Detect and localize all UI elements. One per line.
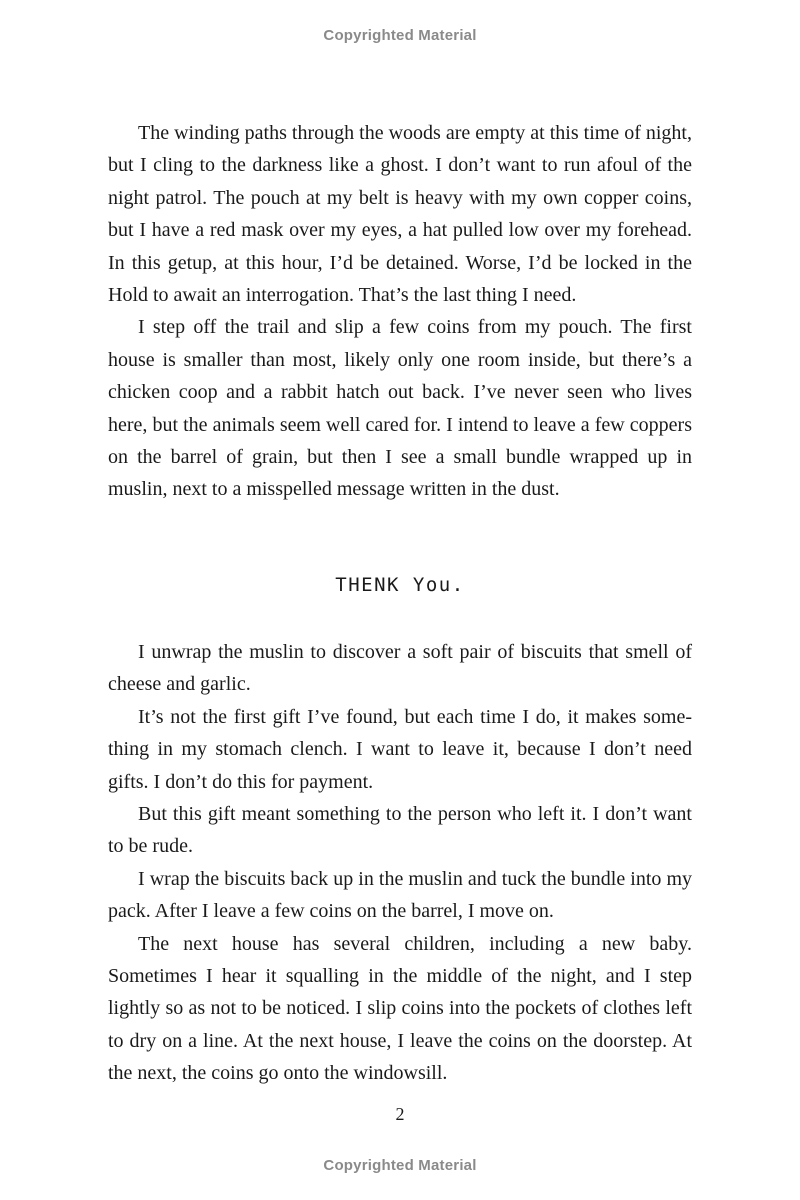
paragraph: I unwrap the muslin to discover a soft pair of biscuits that smell of cheese and garlic.	[108, 641, 692, 696]
paragraph: The next house has several children, including a new baby. Sometimes I hear it squalling in the middle of the night, and I step lightly so as not to be noticed. I slip coins into the pockets of clothes left to dry on a line. At the next house, I leave the coins on the doorstep. At the next, the coins go onto the windowsill.	[108, 932, 692, 1085]
paragraph: I step off the trail and slip a few coins from my pouch. The first house is smaller than most, likely only one room inside, but there’s a chicken coop and a rabbit hatch out back. I’ve never seen who lives here, but the animals seem well cared for. I intend to leave a few coppers on the barrel of grain, but then I see a small bundle wrapped up in muslin, next to a misspelled message written in the dust.	[108, 316, 692, 501]
copyright-watermark-top: Copyrighted Material	[323, 27, 477, 44]
handwritten-note: THENK You.	[335, 574, 465, 596]
paragraph: But this gift meant something to the person who left it. I don’t want to be rude.	[108, 803, 692, 858]
body-text-after-note	[108, 636, 692, 1090]
page-number: 2	[395, 1104, 405, 1124]
copyright-watermark-bottom: Copyrighted Material	[323, 1157, 477, 1174]
paragraph: It’s not the first gift I’ve found, but each time I do, it makes something in my stomach clench. I want to leave it, because I don’t need gifts. I don’t do this for payment.	[108, 705, 692, 793]
paragraph: I wrap the biscuits back up in the muslin and tuck the bundle into my pack. After I leave a few coins on the barrel, I move on.	[108, 867, 692, 923]
body-text-before-note	[108, 117, 692, 506]
paragraph: The winding paths through the woods are empty at this time of night, but I cling to the darkness like a ghost. I don’t want to run afoul of the night patrol. The pouch at my belt is heavy with my own copper coins, but I have a red mask over my eyes, a hat pulled low over my forehead. In this getup, at this hour, I’d be detained. Worse, I’d be locked in the Hold to await an interrogation. That’s the last thing I need.	[108, 122, 692, 307]
